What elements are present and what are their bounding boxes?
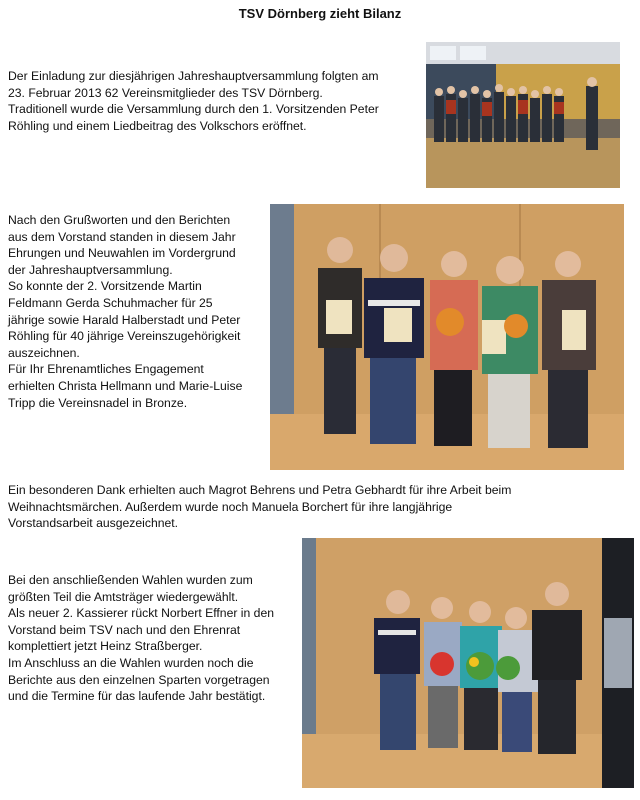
photo-honorees bbox=[270, 204, 624, 470]
text-line: Der Einladung zur diesjährigen Jahreshauptversammlung folgten am bbox=[8, 69, 379, 83]
text-line: erhielten Christa Hellmann und Marie-Luise bbox=[8, 378, 243, 393]
text-line: 23. Februar 2013 62 Vereinsmitglieder des TSV Dörnberg. bbox=[8, 85, 323, 100]
text-line: größten Teil die Amtsträger wiedergewählt. bbox=[8, 589, 239, 604]
text-line: Feldmann Gerda Schuhmacher für 25 bbox=[8, 295, 213, 310]
text-line: Als neuer 2. Kassierer rückt Norbert Effner in den bbox=[8, 606, 274, 621]
text-line: Im Anschluss an die Wahlen wurden noch die bbox=[8, 655, 254, 670]
text-line: Vorstand beim TSV nach und den Ehrenrat bbox=[8, 622, 241, 637]
text-line: Nach den Grußworten und den Berichten bbox=[8, 213, 231, 227]
text-line: Bei den anschließenden Wahlen wurden zum bbox=[8, 573, 253, 587]
text-line: der Jahreshauptversammlung. bbox=[8, 262, 173, 277]
text-line: Berichte aus den einzelnen Sparten vorgetragen bbox=[8, 672, 270, 687]
text-line: auszeichnen. bbox=[8, 345, 80, 360]
text-line: jährige sowie Harald Halberstadt und Peter bbox=[8, 312, 241, 327]
text-line: komplettiert jetzt Heinz Straßberger. bbox=[8, 639, 203, 654]
text-line: Weihnachtsmärchen. Außerdem wurde noch Manuela Borchert für ihre langjährige bbox=[8, 499, 453, 514]
text-line: Traditionell wurde die Versammlung durch den 1. Vorsitzenden Peter bbox=[8, 102, 379, 117]
text-line: Tripp die Vereinsnadel in Bronze. bbox=[8, 395, 188, 410]
paragraph-elections bbox=[8, 572, 274, 705]
text-line: Vorstandsarbeit ausgezeichnet. bbox=[8, 516, 179, 531]
text-line: aus dem Vorstand standen in diesem Jahr bbox=[8, 229, 236, 244]
photo-elected-board bbox=[302, 538, 634, 788]
paragraph-intro bbox=[8, 68, 379, 134]
photo-choir bbox=[426, 42, 620, 188]
text-line: Röhling für 40 jährige Vereinszugehörigkeit bbox=[8, 329, 241, 344]
text-line: So konnte der 2. Vorsitzende Martin bbox=[8, 279, 202, 294]
text-line: Ein besonderen Dank erhielten auch Magrot Behrens und Petra Gebhardt für ihre Arbeit beim bbox=[8, 483, 512, 497]
text-line: Röhling und einem Liedbeitrag des Volkschors eröffnet. bbox=[8, 118, 307, 133]
article-title: TSV Dörnberg zieht Bilanz bbox=[238, 6, 402, 21]
text-line: Für Ihr Ehrenamtliches Engagement bbox=[8, 362, 204, 377]
paragraph-honors bbox=[8, 212, 242, 411]
paragraph-thanks bbox=[8, 482, 511, 532]
text-line: Ehrungen und Neuwahlen im Vordergrund bbox=[8, 246, 236, 261]
text-line: und die Termine für das laufende Jahr bestätigt. bbox=[8, 689, 266, 704]
